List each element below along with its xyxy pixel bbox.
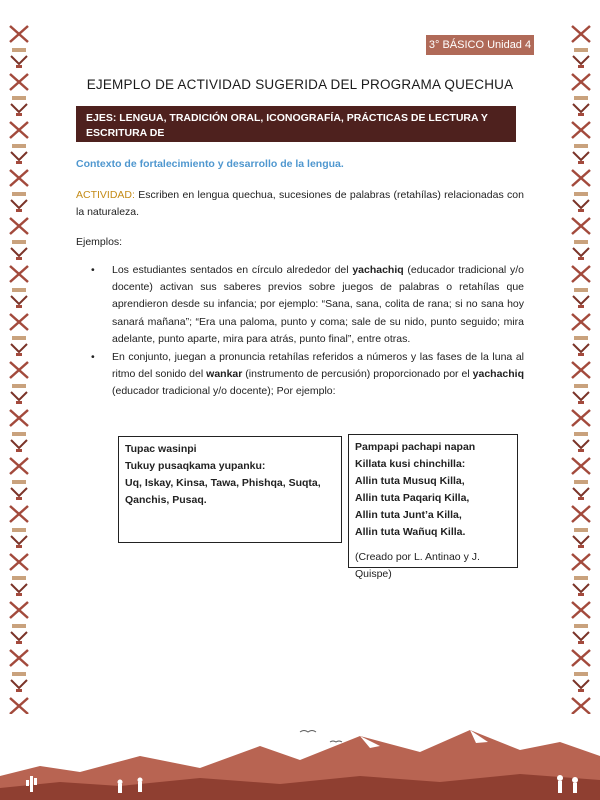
list-item — [76, 349, 524, 401]
actividad-text: Escriben en lengua quechua, sucesiones de palabras (retahílas) relacionadas con la naturaleza. — [76, 189, 524, 218]
examples-list — [76, 262, 524, 402]
decorative-border-left — [8, 22, 30, 714]
ejemplos-label: Ejemplos: — [76, 236, 123, 248]
footer-illustration — [0, 716, 600, 800]
ejes-line-1: EJES: LENGUA, TRADICIÓN ORAL, ICONOGRAFÍA, PRÁCTICAS DE LECTURA Y ESCRITURA DE — [86, 112, 488, 139]
box-line: Pampapi pachapi napan — [355, 441, 476, 453]
example-box-numbers — [118, 436, 342, 543]
example-box-moon — [348, 434, 518, 580]
decorative-border-right — [570, 22, 592, 714]
box-line: Allin tuta Paqariq Killa, — [355, 492, 470, 504]
contexto-heading: Contexto de fortalecimiento y desarrollo de la lengua. — [76, 158, 344, 170]
bullet-icon: • — [91, 264, 95, 276]
box-credit: (Creado por L. Antinao y J. Quispe) — [355, 551, 480, 580]
bullet-text: (educador tradicional y/o docente) activan sus saberes previos sobre juegos de palabras o retahílas que aprendieron desde su infancia; por ejemplo: “Sana, sana, colita de rana; si no sana hoy sanará mañana”; “Era una paloma, punto y coma; sale de su nido, punto seguido; mira adelante, punto aparte, mira para atrás, punto final”, entre otras. — [112, 264, 524, 345]
box-line: Allin tuta Musuq Killa, — [355, 475, 465, 487]
bullet-icon: • — [91, 351, 95, 364]
actividad-label: ACTIVIDAD: — [76, 189, 135, 201]
box-line: Qanchis, Pusaq. — [125, 494, 207, 506]
box-line: Allin tuta Junt’a Killa, — [355, 509, 462, 521]
bullet-text: (instrumento de percusión) proporcionado por el — [242, 368, 473, 381]
box-line: Allin tuta Wañuq Killa. — [355, 526, 466, 538]
bullet-text: Los estudiantes sentados en círculo alrededor del — [112, 264, 353, 276]
unit-tab: 3° BÁSICO Unidad 4 — [426, 35, 534, 55]
page-title: EJEMPLO DE ACTIVIDAD SUGERIDA DEL PROGRAMA QUECHUA — [86, 77, 514, 92]
ejes-banner — [76, 106, 516, 153]
list-item — [76, 262, 524, 348]
bullet-text: En conjunto, juegan a pronuncia retahílas referidos a números y las fases de la luna al ritmo del sonido del — [112, 351, 524, 381]
box-line: Tupac wasinpi — [125, 443, 197, 455]
bullet-bold-term: yachachiq — [352, 264, 404, 276]
box-line: Killata kusi chinchilla: — [355, 458, 466, 470]
box-line: Uq, Iskay, Kinsa, Tawa, Phishqa, Suqta, — [125, 477, 321, 489]
box-line: Tukuy pusaqkama yupanku: — [125, 460, 266, 472]
bullet-bold-term: yachachiq — [472, 368, 524, 381]
actividad-paragraph — [76, 187, 524, 221]
bullet-bold-term: wankar — [206, 368, 243, 381]
ejes-line-2: LOS PUEBLOS ORIGINARIOS. — [86, 141, 238, 153]
bullet-text: (educador tradicional y/o docente); Por ejemplo: — [112, 385, 336, 398]
